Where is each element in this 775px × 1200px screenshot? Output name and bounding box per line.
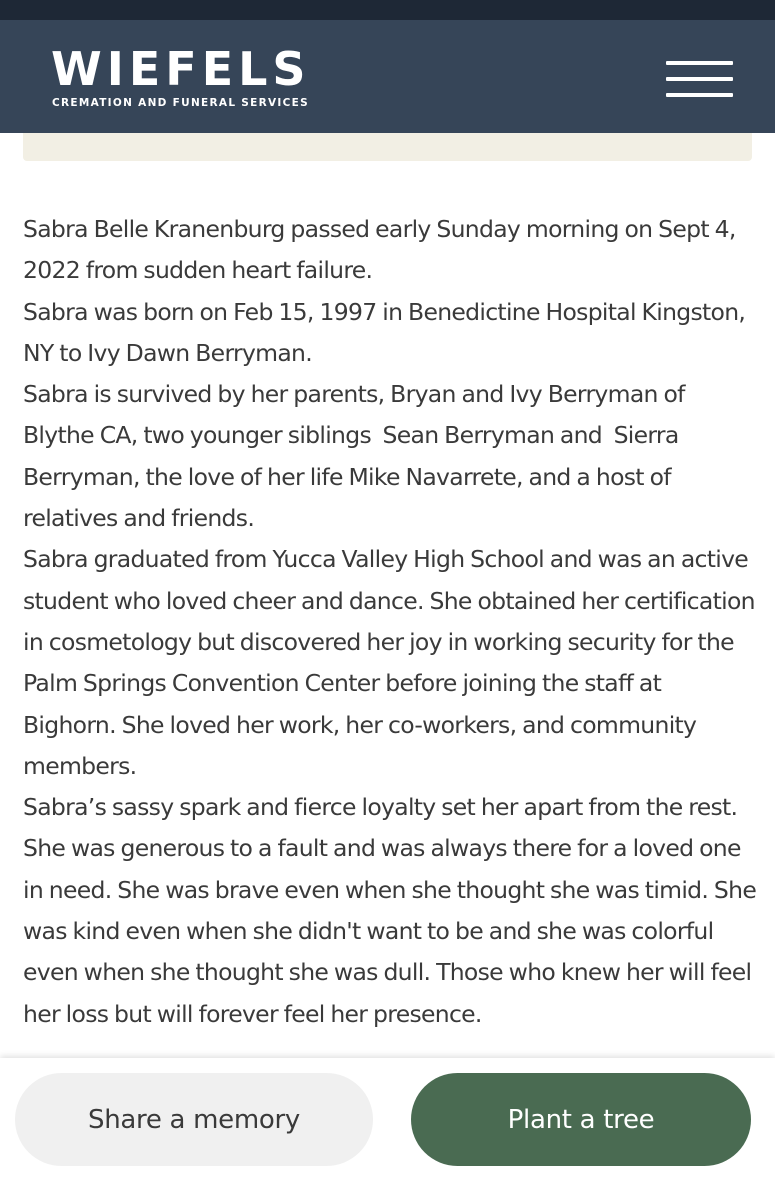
hamburger-menu-icon[interactable] [660, 58, 738, 102]
top-strip [0, 0, 775, 20]
brand-tagline: CREMATION AND FUNERAL SERVICES [52, 97, 309, 109]
obituary-paragraph: Sabra is survived by her parents, Bryan and Ivy Berryman of Blythe CA, two younger siblings Sean Berryman and Sierra Berryman, the love of her life Mike Navarrete, and a host of relatives and friends. [23, 380, 691, 533]
menu-bar-bottom [666, 93, 733, 97]
obituary-text [23, 209, 762, 1059]
menu-bar-top [666, 61, 733, 65]
obituary-paragraph: Sabra graduated from Yucca Valley High School and was an active student who loved cheer and dance. She obtained her certification in cosmetology but discovered her joy in working security for the Palm Springs Convention Center before joining the staff at Bighorn. She loved her work, her co-workers, and community members. [23, 545, 761, 780]
obituary-paragraph: Sabra Belle Kranenburg passed early Sunday morning on Sept 4, 2022 from sudden heart failure. [23, 215, 742, 285]
site-header [0, 20, 775, 133]
obituary-paragraph: Sabra was born on Feb 15, 1997 in Benedictine Hospital Kingston, NY to Ivy Dawn Berryman. [23, 297, 751, 367]
info-panel-bottom-edge [23, 133, 752, 161]
menu-bar-middle [666, 77, 733, 81]
brand-logo[interactable]: WIEFELS [51, 42, 311, 96]
plant-tree-button[interactable]: Plant a tree [411, 1073, 751, 1166]
action-bar [0, 1058, 775, 1200]
obituary-paragraph: Sabra’s sassy spark and fierce loyalty set her apart from the rest. She was generous to a fault and was always there for a loved one in need. She was brave even when she thought she was timid. She was kind even when she didn't want to be and she was colorful even when she thought she was dull. Those who knew her will feel her loss but will forever feel her presence. [23, 793, 762, 1028]
share-memory-button[interactable]: Share a memory [15, 1073, 373, 1166]
